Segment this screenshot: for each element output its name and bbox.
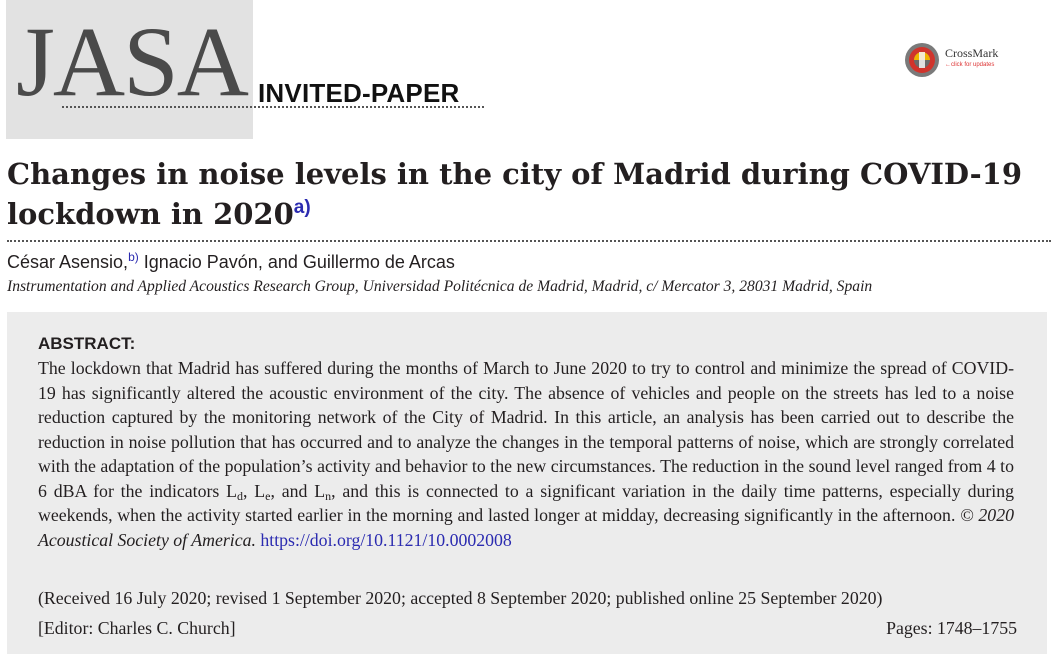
copyright: © 2020 Acoustical Society of America. <box>38 505 1014 550</box>
indicator-e: e <box>265 488 271 503</box>
author-footnote-link[interactable]: b) <box>128 250 139 264</box>
indicator-n: n <box>325 488 332 503</box>
abstract-heading: ABSTRACT: <box>38 334 136 353</box>
author-others: Ignacio Pavón, and Guillermo de Arcas <box>138 252 455 272</box>
abstract-body-2: , and this is connected to a significant variation in the daily time patterns, especially during weekends, when the activity started earlier in the morning and lasted longer at midday, decreasing significantly in the afternoon. <box>38 480 1014 525</box>
article-title-text: Changes in noise levels in the city of Madrid during COVID-19 lockdown in 2020 <box>7 157 1022 231</box>
article-title <box>7 158 1047 231</box>
crossmark-subtitle: ←click for updates <box>945 62 995 68</box>
crossmark-icon <box>904 42 940 78</box>
indicator-d: d <box>237 488 244 503</box>
crossmark-title: CrossMark <box>945 46 999 60</box>
editor-line: [Editor: Charles C. Church] <box>38 618 236 638</box>
abstract-body-1: The lockdown that Madrid has suffered during the months of March to June 2020 to try to control and minimize the spread of COVID-19 has significantly altered the acoustic environment of the city. The absence of vehicles and people on the streets has led to a noise reduction captured by the monitoring network of the City of Madrid. In this article, an analysis has been carried out to describe the reduction in noise pollution that has occurred and to analyze the changes in the temporal patterns of noise, which are strongly correlated with the adaptation of the population’s activity and behavior to the new circumstances. The reduction in the sound level ranged from 4 to 6 dBA for the indicators L <box>38 358 1014 501</box>
abstract-text <box>38 356 1014 552</box>
doi-link[interactable]: https://doi.org/10.1121/10.0002008 <box>260 529 512 550</box>
abstract-sep-2: , and L <box>270 480 326 501</box>
section-label: INVITED-PAPER <box>258 78 460 108</box>
title-divider <box>7 240 1051 242</box>
publication-history: (Received 16 July 2020; revised 1 September 2020; accepted 8 September 2020; published online 25 September 2020) <box>38 588 883 608</box>
author-1: César Asensio, <box>7 252 129 272</box>
title-footnote-link[interactable]: a) <box>293 197 311 218</box>
journal-logo: JASA <box>16 6 247 117</box>
abstract-sep-1: , L <box>243 480 266 501</box>
page-range: Pages: 1748–1755 <box>886 618 1017 638</box>
author-list <box>7 250 455 273</box>
crossmark-badge[interactable] <box>904 42 1024 78</box>
affiliation: Instrumentation and Applied Acoustics Research Group, Universidad Politécnica de Madrid, Madrid, c/ Mercator 3, 28031 Madrid, Spain <box>7 278 873 295</box>
